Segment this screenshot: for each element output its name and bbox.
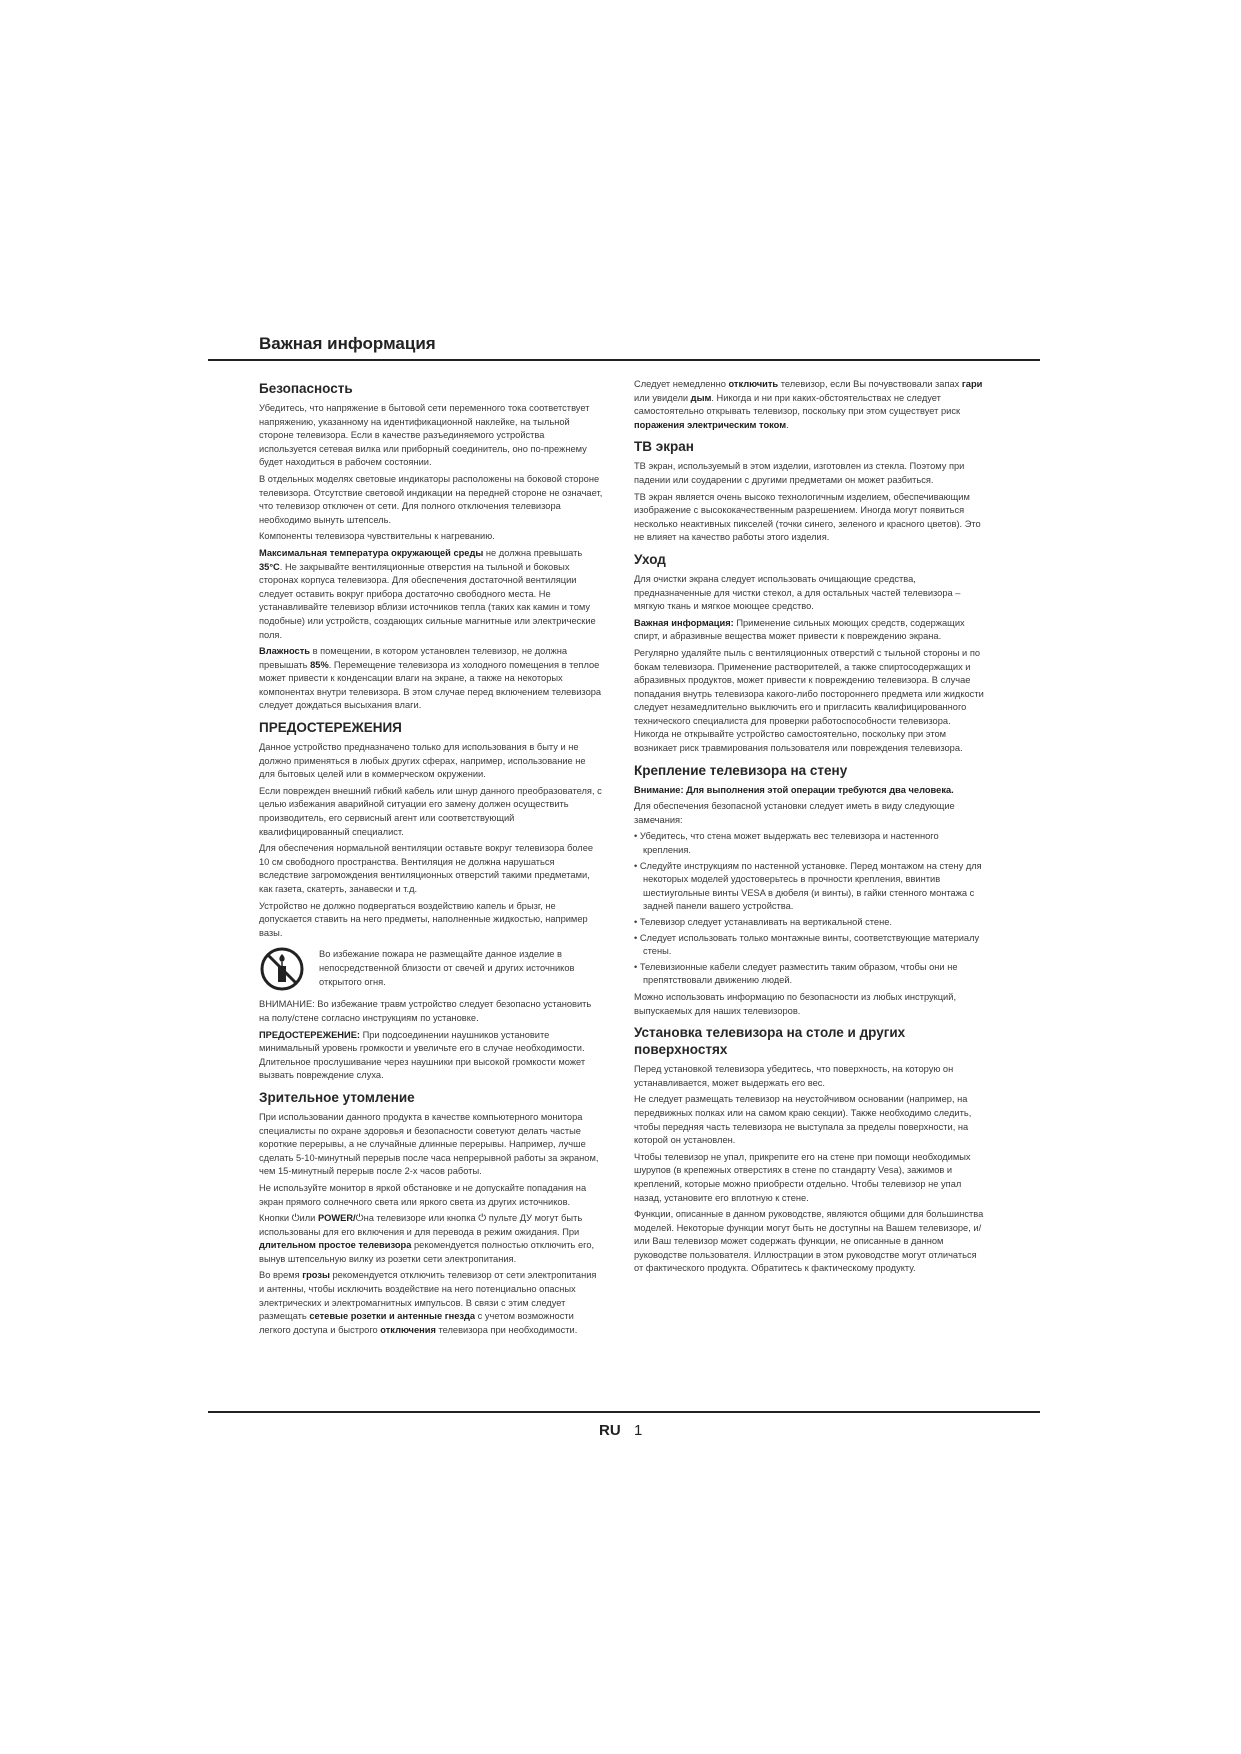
paragraph: Важная информация: Применение сильных моющих средств, содержащих спирт, и абразивные вещества может привести к повреждению экрана. xyxy=(634,617,965,642)
list-item: • Следуйте инструкциям по настенной установке. Перед монтажом на стену для некоторых моделей удостоверьтесь в прочности крепления, ввинтив шестиугольные винты VESA в дюбеля (и винты), в гайки стенного монтажа с задней панели вашего устройства. xyxy=(634,860,982,912)
section-heading-screen: ТВ экран xyxy=(634,439,694,455)
paragraph: Можно использовать информацию по безопасности из любых инструкций, выпускаемых для наших телевизоров. xyxy=(634,991,957,1016)
paragraph: Данное устройство предназначено только для использования в быту и не должно применяться в любых других сферах, например, использование не для бытовых целей или в коммерческом окружении. xyxy=(259,742,586,780)
no-candle-icon xyxy=(259,946,305,992)
fire-warning xyxy=(259,946,603,992)
right-column xyxy=(634,378,986,1279)
paragraph: Устройство не должно подвергаться воздействию капель и брызг, не допускается ставить на него предметы, наполненные жидкостью, например вазы. xyxy=(259,900,588,938)
paragraph: Для очистки экрана следует использовать очищающие средства, предназначенные для чистки стекол, а для остальных частей телевизора – мягкую ткань и мягкое моющее средство. xyxy=(634,573,961,612)
paragraph: В отдельных моделях световые индикаторы расположены на боковой стороне телевизора. Отсутствие световой индикации на передней стороне не означает, что телевизор отключен от сети. Для полного отключения телевизора необходимо вынуть штепсель. xyxy=(259,473,603,525)
paragraph: ВНИМАНИЕ: Во избежание травм устройство следует безопасно установить на полу/стене согласно инструкциям по установке. xyxy=(259,999,592,1023)
paragraph: Влажность в помещении, в котором установлен телевизор, не должна превышать 85%. Перемещение телевизора из холодного помещения в теплое может привести к конденсации влаги на экране, а также на некоторых компонентах внутри телевизора. В этом случае перед включением телевизора следует дождаться высыхания влаги. xyxy=(259,646,602,711)
paragraph: ТВ экран, используемый в этом изделии, изготовлен из стекла. Поэтому при падении или соударении с другими предметами он может разбиться. xyxy=(634,461,965,485)
list-item: • Следует использовать только монтажные винты, соответствующие материалу стены. xyxy=(634,932,980,957)
paragraph: Максимальная температура окружающей среды не должна превышать 35°C. Не закрывайте вентиляционные отверстия на тыльной и боковых сторонах корпуса телевизора. Для обеспечения достаточной вентиляции следует оставить вокруг прибора достаточно свободного места. Не устанавливайте телевизор вблизи источников тепла (таких как камин и тому подобные) или устройств, создающих сильные магнитные или электрические поля. xyxy=(259,547,596,640)
list-item: • Убедитесь, что стена может выдержать вес телевизора и настенного крепления. xyxy=(634,831,939,856)
power-icon: ⏻ xyxy=(291,1213,300,1225)
paragraph: Не используйте монитор в яркой обстановке и не допускайте попадания на экран прямого солнечного света или яркого света из других источников. xyxy=(259,1182,587,1207)
wall-mount-list xyxy=(634,830,986,988)
paragraph: Чтобы телевизор не упал, прикрепите его на стене при помощи необходимых шурупов (в крепежных отверстиях в стене по стандарту Vesa), зажимов и креплений, которые можно приобрести отдельно. Чтобы телевизор не упал назад, установите его вплотную к стене. xyxy=(634,1151,971,1203)
list-item: • Телевизионные кабели следует разместить таким образом, чтобы они не препятствовали движению людей. xyxy=(634,961,958,986)
section-heading-safety: Безопасность xyxy=(259,381,353,396)
section-heading-warnings: ПРЕДОСТЕРЕЖЕНИЯ xyxy=(259,720,402,736)
paragraph: Убедитесь, что напряжение в бытовой сети переменного тока соответствует напряжению, указанному на идентификационной наклейке, на тыльной стороне телевизора. Если в качестве разъединяемого устройства используется сетевая вилка или приборный соединитель, оно по-прежнему будет находиться в рабочем состоянии. xyxy=(259,403,590,468)
page-number: 1 xyxy=(634,1422,643,1439)
paragraph: Во время грозы рекомендуется отключить телевизор от сети электропитания и антенны, чтобы исключить воздействие на него потенциально опасных электрических и электромагнитных импульсов. В связи с этим следует размещать сетевые розетки и антенные гнезда с учетом возможности легкого доступа и быстрого отключения телевизора при необходимости. xyxy=(259,1270,597,1335)
paragraph: Кнопки ⏻или POWER/⏻на телевизоре или кнопка ⏻ пульте ДУ могут быть использованы для его включения и для перевода в режим ожидания. При длительном простое телевизора рекомендуется полностью отключить его, вынув штепсельную вилку из розетки сети электропитания. xyxy=(259,1213,595,1264)
section-heading-eyestrain: Зрительное утомление xyxy=(259,1089,415,1105)
paragraph: Регулярно удаляйте пыль с вентиляционных отверстий с тыльной стороны и по бокам телевизора. Применение растворителей, а также спиртосодержащих и абразивных продуктов, может привести к повреждению телевизора. В случае попадания внутрь телевизора какого-либо постороннего предмета или жидкости следует незамедлительно выключить его и пригласить квалифицированного технического специалиста для проверки работоспособности телевизора. Никогда не открывайте устройство самостоятельно, поскольку при этом возникает риск травмирования пользователя или повреждения телевизора. xyxy=(634,647,984,754)
paragraph: Для обеспечения нормальной вентиляции оставьте вокруг телевизора более 10 см свободного пространства. Вентиляция не должна нарушаться вследствие загромождения вентиляционных отверстий такими предметами, как газета, скатерть, занавески и т.д. xyxy=(259,843,594,894)
paragraph: Не следует размещать телевизор на неустойчивом основании (например, на передвижных полках или на самом краю секции). Также необходимо следить, чтобы передняя часть телевизора не выступала за пределы поверхности, на которой он установлен. xyxy=(634,1094,972,1146)
paragraph: Если поврежден внешний гибкий кабель или шнур данного преобразователя, с целью избежания аварийной ситуации его замену должен осуществить производитель, его сервисный агент или соответствующий квалифицированный специалист. xyxy=(259,785,602,837)
section-heading-wall-mount: Крепление телевизора на стену xyxy=(634,762,848,778)
power-icon: ⏻ xyxy=(355,1213,364,1225)
page-title: Важная информация xyxy=(259,334,436,353)
section-heading-table-install: Установка телевизора на столе и других поверхностях xyxy=(634,1025,906,1058)
list-item: • Телевизор следует устанавливать на вертикальной стене. xyxy=(634,917,892,927)
paragraph: Перед установкой телевизора убедитесь, что поверхность, на которую он устанавливается, может выдержать его вес. xyxy=(634,1064,954,1088)
paragraph: Функции, описанные в данном руководстве, являются общими для большинства моделей. Некоторые функции могут быть не доступны на Вашем телевизоре, и/или Ваш телевизор может содержать функции, не описанные в данном руководстве пользователя. Иллюстрации в этом руководстве могут отличаться от фактического продукта. Обратитесь к фактическому продукту. xyxy=(634,1209,984,1274)
footer-divider xyxy=(208,1411,1040,1413)
title-divider xyxy=(208,359,1040,361)
paragraph: ТВ экран является очень высоко технологичным изделием, обеспечивающим изображение с высококачественным разрешением. Иногда могут появиться несколько неактивных пикселей (точки синего, зеленого и красного цветов). Это не влияет на качество работы этого изделия. xyxy=(634,491,981,543)
section-heading-care: Уход xyxy=(634,551,666,567)
paragraph: ПРЕДОСТЕРЕЖЕНИЕ: При подсоединении наушников установите минимальный уровень громкости и увеличьте его в случае необходимости. Длительное прослушивание через наушники при высокой громкости может вызвать повреждение слуха. xyxy=(259,1029,586,1081)
remote-power-icon: ⏻ xyxy=(478,1213,487,1225)
paragraph: При использовании данного продукта в качестве компьютерного монитора специалисты по охране здоровья и безопасности советуют делать частые короткие перерывы, а не случайные длинные перерывы. Например, лучше сделать 5-10-минутный перерыв после часа непрерывной работы за экраном, чем 15-минутный перерыв после 2-х часов работы. xyxy=(259,1111,599,1177)
left-column xyxy=(259,378,603,1340)
paragraph: Следует немедленно отключить телевизор, если Вы почувствовали запах гари или увидели дым. Никогда и ни при каких-обстоятельствах не следует самостоятельно открывать телевизор, поскольку при этом существует риск поражения электрическим током. xyxy=(634,379,983,430)
wall-mount-warning: Внимание: Для выполнения этой операции требуются два человека. xyxy=(634,784,954,795)
paragraph: Компоненты телевизора чувствительны к нагреванию. xyxy=(259,531,495,542)
footer-language: RU xyxy=(599,1422,621,1439)
paragraph: Для обеспечения безопасной установки следует иметь в виду следующие замечания: xyxy=(634,801,955,825)
fire-warning-text: Во избежание пожара не размещайте данное изделие в непосредственной близости от свечей и других источников открытого огня. xyxy=(319,949,575,987)
